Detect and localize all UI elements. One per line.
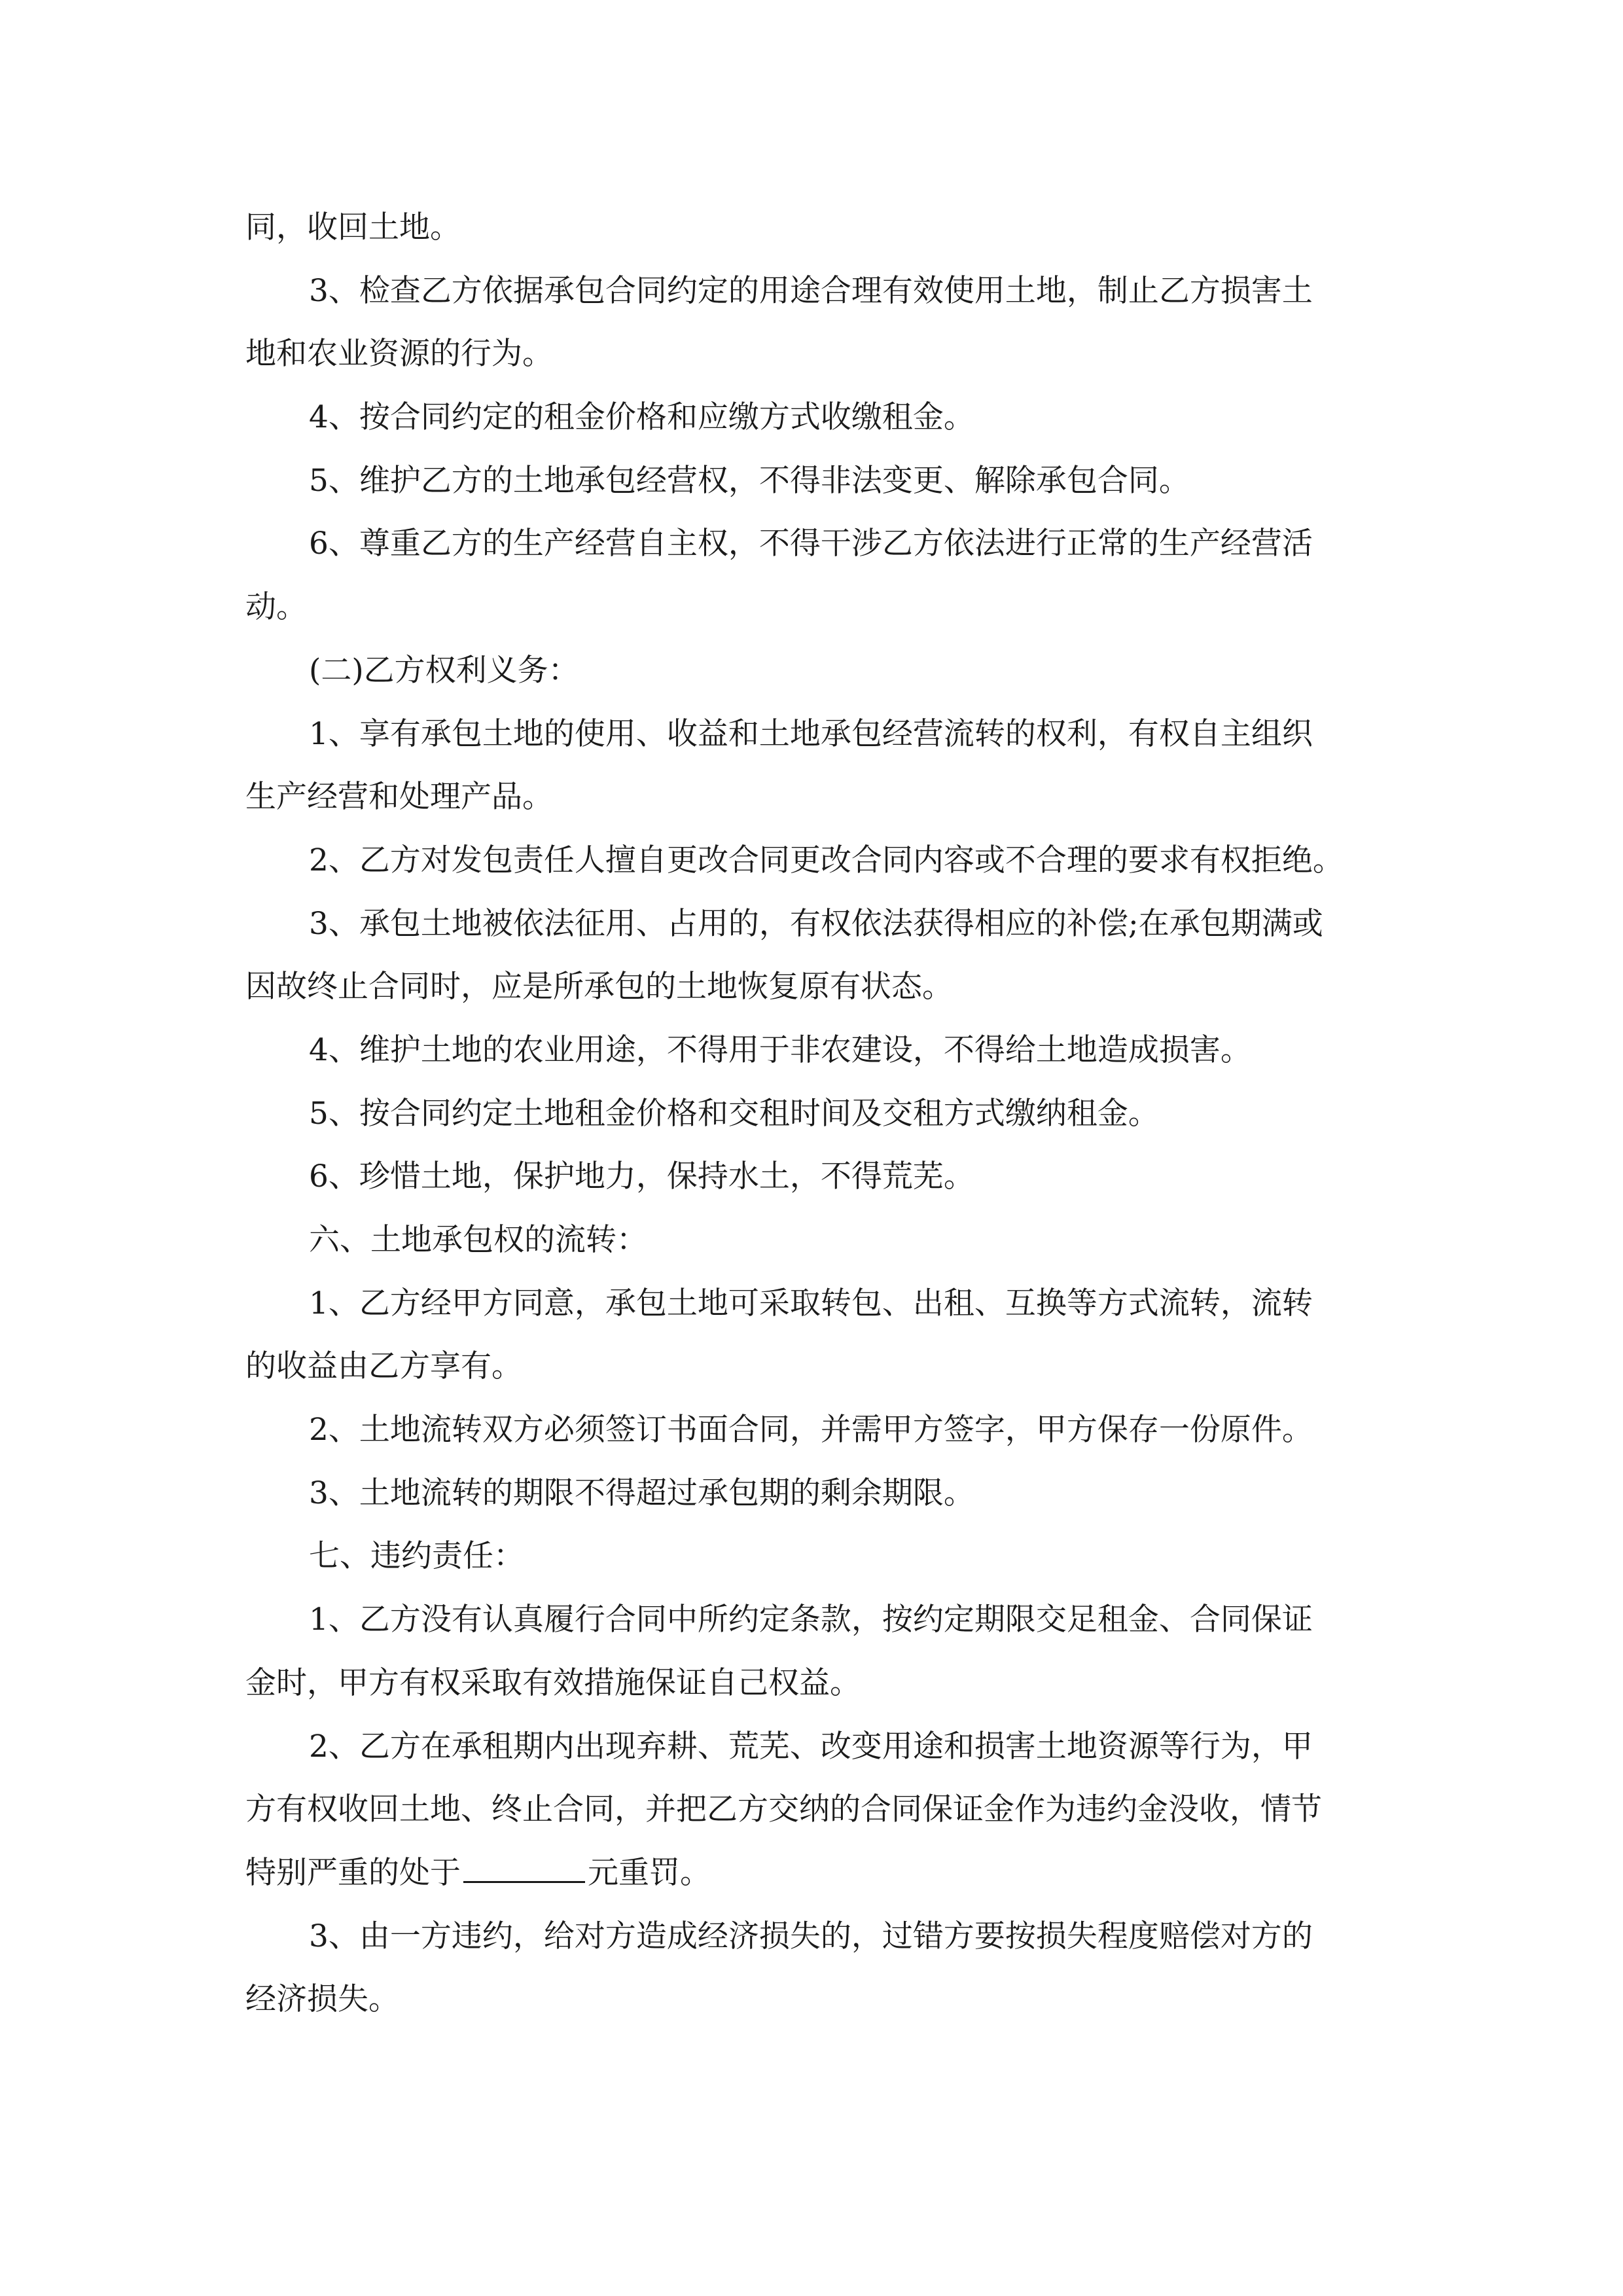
clause-6-line-2: 动。 xyxy=(245,589,307,626)
penalty-prefix: 特别严重的处于 xyxy=(245,1854,461,1891)
breach-clause-2-line-1: 2、乙方在承租期内出现弃耕、荒芜、改变用途和损害土地资源等行为，甲 xyxy=(309,1728,1313,1765)
clause-5: 5、维护乙方的土地承包经营权，不得非法变更、解除承包合同。 xyxy=(309,462,1190,499)
clause-4: 4、按合同约定的租金价格和应缴方式收缴租金。 xyxy=(309,399,974,436)
party-b-clause-2: 2、乙方对发包责任人擅自更改合同更改合同内容或不合理的要求有权拒绝。 xyxy=(309,842,1344,878)
penalty-suffix: 元重罚。 xyxy=(588,1854,711,1891)
breach-clause-2-line-2: 方有权收回土地、终止合同，并把乙方交纳的合同保证金作为违约金没收，情节 xyxy=(245,1791,1322,1828)
party-b-clause-1-line-1: 1、享有承包土地的使用、收益和土地承包经营流转的权利，有权自主组织 xyxy=(309,715,1313,752)
transfer-clause-3: 3、土地流转的期限不得超过承包期的剩余期限。 xyxy=(309,1475,974,1511)
clause-3-line-2: 地和农业资源的行为。 xyxy=(245,336,553,372)
text-line: 同，收回土地。 xyxy=(245,209,461,245)
party-b-clause-3-line-2: 因故终止合同时，应是所承包的土地恢复原有状态。 xyxy=(245,969,953,1005)
clause-3-line-1: 3、检查乙方依据承包合同约定的用途合理有效使用土地，制止乙方损害土 xyxy=(309,272,1313,309)
contract-body-text xyxy=(245,196,1387,2032)
breach-clause-3-line-1: 3、由一方违约，给对方造成经济损失的，过错方要按损失程度赔偿对方的 xyxy=(309,1918,1313,1954)
breach-clause-1-line-1: 1、乙方没有认真履行合同中所约定条款，按约定期限交足租金、合同保证 xyxy=(309,1602,1313,1638)
breach-clause-2-line-3 xyxy=(245,1842,1387,1905)
transfer-clause-2: 2、土地流转双方必须签订书面合同，并需甲方签字，甲方保存一份原件。 xyxy=(309,1412,1313,1448)
clause-6-line-1: 6、尊重乙方的生产经营自主权，不得干涉乙方依法进行正常的生产经营活 xyxy=(309,526,1313,562)
party-b-clause-5: 5、按合同约定土地租金价格和交租时间及交租方式缴纳租金。 xyxy=(309,1095,1159,1132)
section-heading-party-b: (二)乙方权利义务： xyxy=(309,652,579,689)
party-b-clause-3-line-1: 3、承包土地被依法征用、占用的，有权依法获得相应的补偿;在承包期满或 xyxy=(309,905,1323,942)
party-b-clause-1-line-2: 生产经营和处理产品。 xyxy=(245,779,553,816)
transfer-clause-1-line-1: 1、乙方经甲方同意，承包土地可采取转包、出租、互换等方式流转，流转 xyxy=(309,1285,1313,1321)
section-heading-breach: 七、违约责任： xyxy=(309,1538,524,1575)
transfer-clause-1-line-2: 的收益由乙方享有。 xyxy=(245,1348,522,1385)
breach-clause-3-line-2: 经济损失。 xyxy=(245,1981,399,2018)
breach-clause-1-line-2: 金时，甲方有权采取有效措施保证自己权益。 xyxy=(245,1664,861,1701)
penalty-amount-blank xyxy=(463,1852,585,1883)
section-heading-transfer: 六、土地承包权的流转： xyxy=(309,1222,647,1258)
party-b-clause-6: 6、珍惜土地，保护地力，保持水土，不得荒芜。 xyxy=(309,1158,974,1195)
party-b-clause-4: 4、维护土地的农业用途，不得用于非农建设，不得给土地造成损害。 xyxy=(309,1031,1251,1068)
